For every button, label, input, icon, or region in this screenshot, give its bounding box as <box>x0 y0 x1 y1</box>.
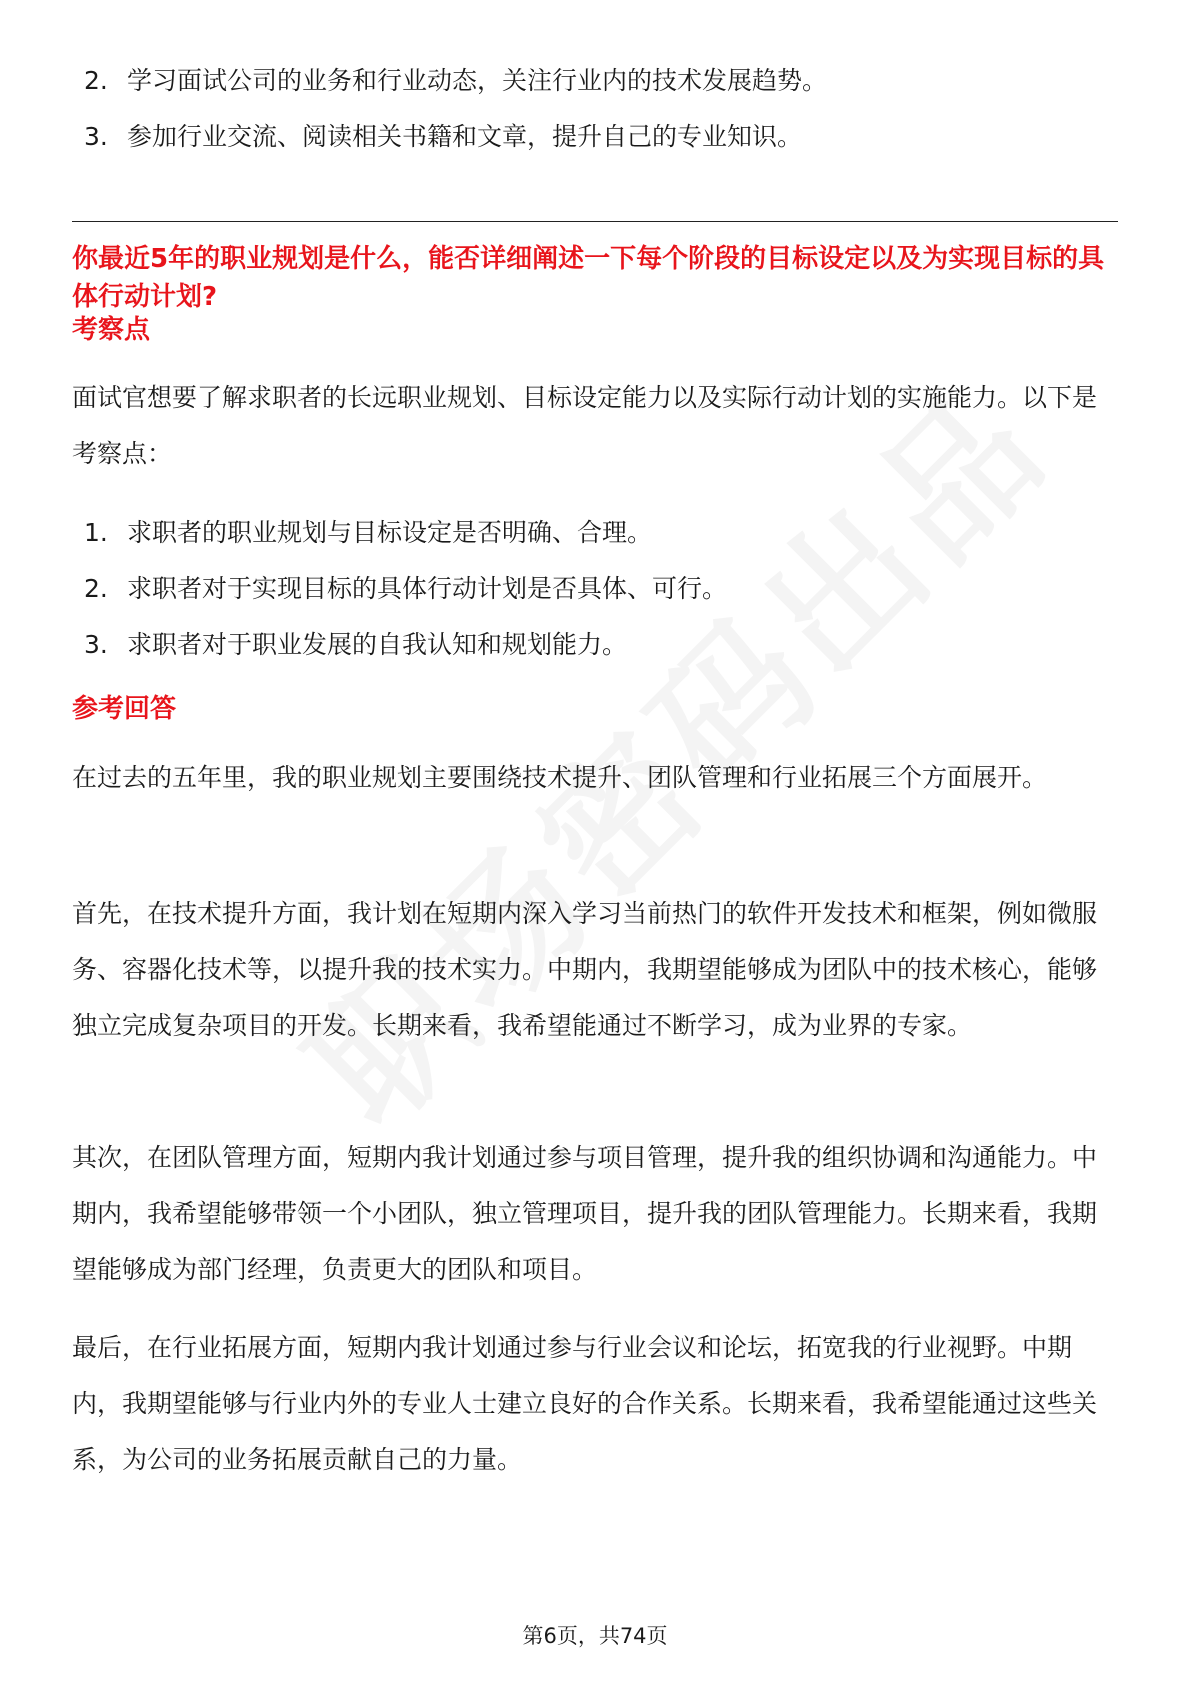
list-item-text: 求职者对于职业发展的自我认知和规划能力。 <box>127 630 628 659</box>
question-heading: 你最近5年的职业规划是什么，能否详细阐述一下每个阶段的目标设定以及为实现目标的具体行动计划? <box>72 244 1105 312</box>
answer-paragraph-4: 最后，在行业拓展方面，短期内我计划通过参与行业会议和论坛，拓宽我的行业视野。中期内，我期望能够与行业内外的专业人士建立良好的合作关系。长期来看，我希望能通过这些关系，为公司的业务拓展贡献自己的力量。 <box>72 1333 1098 1474</box>
answer-paragraph-1: 在过去的五年里，我的职业规划主要围绕技术提升、团队管理和行业拓展三个方面展开。 <box>72 763 1048 792</box>
list-item <box>72 570 1118 608</box>
list-item-number: 3. <box>84 122 108 151</box>
examine-heading: 考察点 <box>72 315 151 345</box>
section-divider <box>72 221 1118 222</box>
list-item-number: 3. <box>84 630 108 659</box>
list-item-text: 参加行业交流、阅读相关书籍和文章，提升自己的专业知识。 <box>127 122 803 151</box>
examine-intro: 面试官想要了解求职者的长远职业规划、目标设定能力以及实际行动计划的实施能力。以下是考察点： <box>72 383 1098 468</box>
list-item <box>72 62 1118 100</box>
document-page <box>72 0 1118 1684</box>
answer-paragraph-3: 其次，在团队管理方面，短期内我计划通过参与项目管理，提升我的组织协调和沟通能力。中期内，我希望能够带领一个小团队，独立管理项目，提升我的团队管理能力。长期来看，我期望能够成为部门经理，负责更大的团队和项目。 <box>72 1143 1098 1284</box>
list-item-number: 2. <box>84 66 108 95</box>
answer-heading: 参考回答 <box>72 694 177 724</box>
list-item-number: 2. <box>84 574 108 603</box>
answer-paragraph-2: 首先，在技术提升方面，我计划在短期内深入学习当前热门的软件开发技术和框架，例如微服务、容器化技术等，以提升我的技术实力。中期内，我期望能够成为团队中的技术核心，能够独立完成复杂项目的开发。长期来看，我希望能通过不断学习，成为业界的专家。 <box>72 899 1098 1040</box>
list-item <box>72 118 1118 156</box>
list-item-number: 1. <box>84 518 108 547</box>
list-item <box>72 514 1118 552</box>
top-list <box>72 62 1118 174</box>
examine-list <box>72 514 1118 682</box>
list-item-text: 求职者对于实现目标的具体行动计划是否具体、可行。 <box>127 574 728 603</box>
list-item-text: 学习面试公司的业务和行业动态，关注行业内的技术发展趋势。 <box>127 66 828 95</box>
list-item-text: 求职者的职业规划与目标设定是否明确、合理。 <box>127 518 653 547</box>
page-footer: 第6页，共74页 <box>522 1624 668 1648</box>
list-item <box>72 626 1118 664</box>
